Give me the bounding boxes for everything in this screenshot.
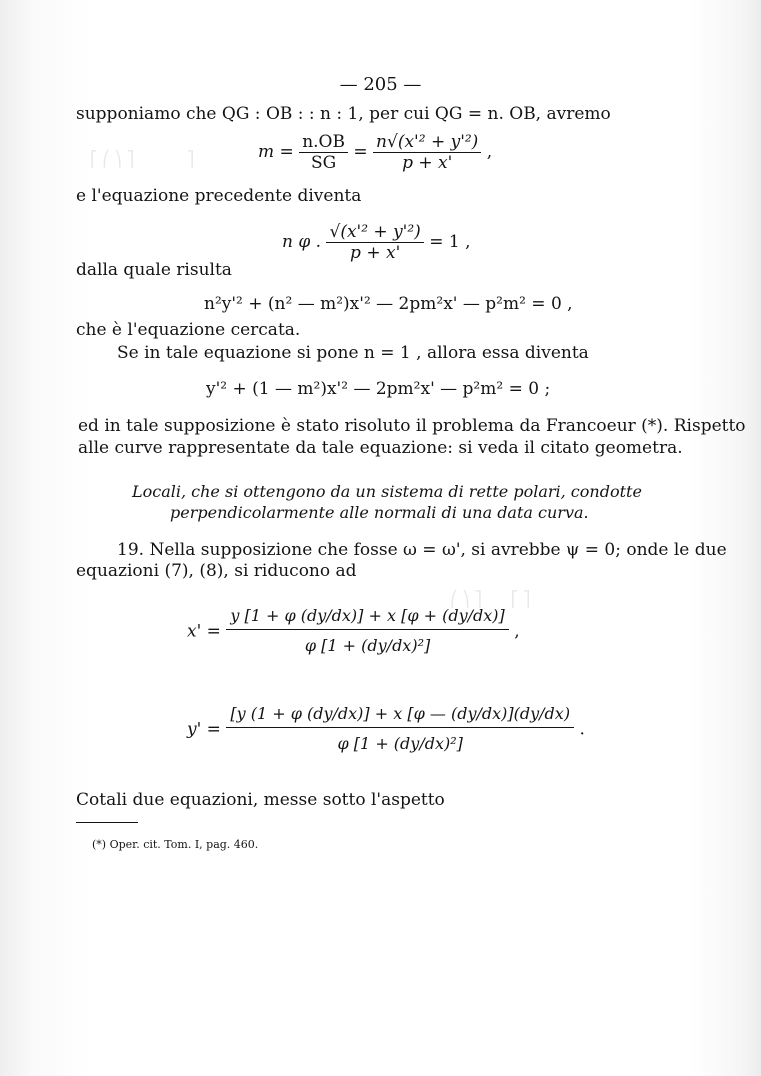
eq-tail: ,: [486, 142, 493, 162]
text-line: supponiamo che QG : OB : : n : 1, per cui QG = n. OB, avremo: [76, 104, 611, 124]
text-line: ed in tale supposizione è stato risoluto il problema da Francoeur (*). Rispetto: [78, 416, 746, 436]
numerator: n.OB: [299, 132, 348, 153]
section-heading-line2: perpendicolarmente alle normali di una data curva.: [170, 503, 589, 522]
equation-x-prime: [187, 602, 520, 661]
numerator: n√(x'² + y'²): [373, 132, 481, 153]
text-line: dalla quale risulta: [76, 260, 232, 280]
bleed-through-marks: ⎡ ⎛ ⎞ ⎤ ⎤: [90, 150, 195, 168]
equals-sign: =: [353, 142, 368, 162]
equation-locus: n²y'² + (n² — m²)x'² — 2pm²x' — p²m² = 0 ,: [204, 294, 573, 314]
text-line: e l'equazione precedente diventa: [76, 186, 362, 206]
denominator: φ [1 + (dy/dx)²]: [304, 636, 431, 655]
eq-lhs: y' =: [187, 719, 221, 740]
fraction: [226, 700, 574, 759]
equation-n-phi: [282, 222, 471, 263]
eq-lhs: x' =: [187, 621, 221, 642]
denominator: p + x': [402, 153, 453, 173]
text-line: che è l'equazione cercata.: [76, 320, 301, 340]
text-line: 19. Nella supposizione che fosse ω = ω', si avrebbe ψ = 0; onde le due: [117, 540, 727, 560]
fraction: [326, 222, 423, 263]
text-line: equazioni (7), (8), si riducono ad: [76, 561, 357, 581]
footnote-rule: [76, 822, 138, 823]
equation-y-prime: [187, 700, 585, 759]
text-line: Se in tale equazione si pone n = 1 , allora essa diventa: [117, 343, 589, 363]
fraction: [226, 602, 508, 661]
fraction: [299, 132, 348, 173]
footnote: (*) Oper. cit. Tom. I, pag. 460.: [92, 838, 259, 851]
eq-tail: = 1 ,: [429, 232, 471, 252]
text-line: Cotali due equazioni, messe sotto l'aspetto: [76, 790, 445, 810]
bleed-through-marks: ⎛ ⎞ ⎤ ⎡ ⎤: [450, 590, 531, 608]
numerator: √(x'² + y'²): [326, 222, 423, 243]
text-line: alle curve rappresentate da tale equazione: si veda il citato geometra.: [78, 438, 683, 458]
page-number: — 205 —: [339, 74, 422, 95]
equation-francoeur: y'² + (1 — m²)x'² — 2pm²x' — p²m² = 0 ;: [206, 379, 551, 399]
eq-tail: .: [579, 719, 585, 740]
eq-tail: ,: [514, 621, 520, 642]
denominator: φ [1 + (dy/dx)²]: [337, 734, 463, 753]
equation-m: [258, 132, 492, 173]
fraction: [373, 132, 481, 173]
denominator: SG: [310, 153, 337, 173]
eq-lhs: n φ .: [282, 232, 322, 252]
denominator: p + x': [350, 243, 401, 263]
numerator: y [1 + φ (dy/dx)] + x [φ + (dy/dx)]: [226, 602, 508, 630]
section-heading-line1: Locali, che si ottengono da un sistema di rette polari, condotte: [132, 482, 642, 501]
numerator: [y (1 + φ (dy/dx)] + x [φ — (dy/dx)](dy/dx): [226, 700, 574, 728]
eq-lhs: m =: [258, 142, 294, 162]
